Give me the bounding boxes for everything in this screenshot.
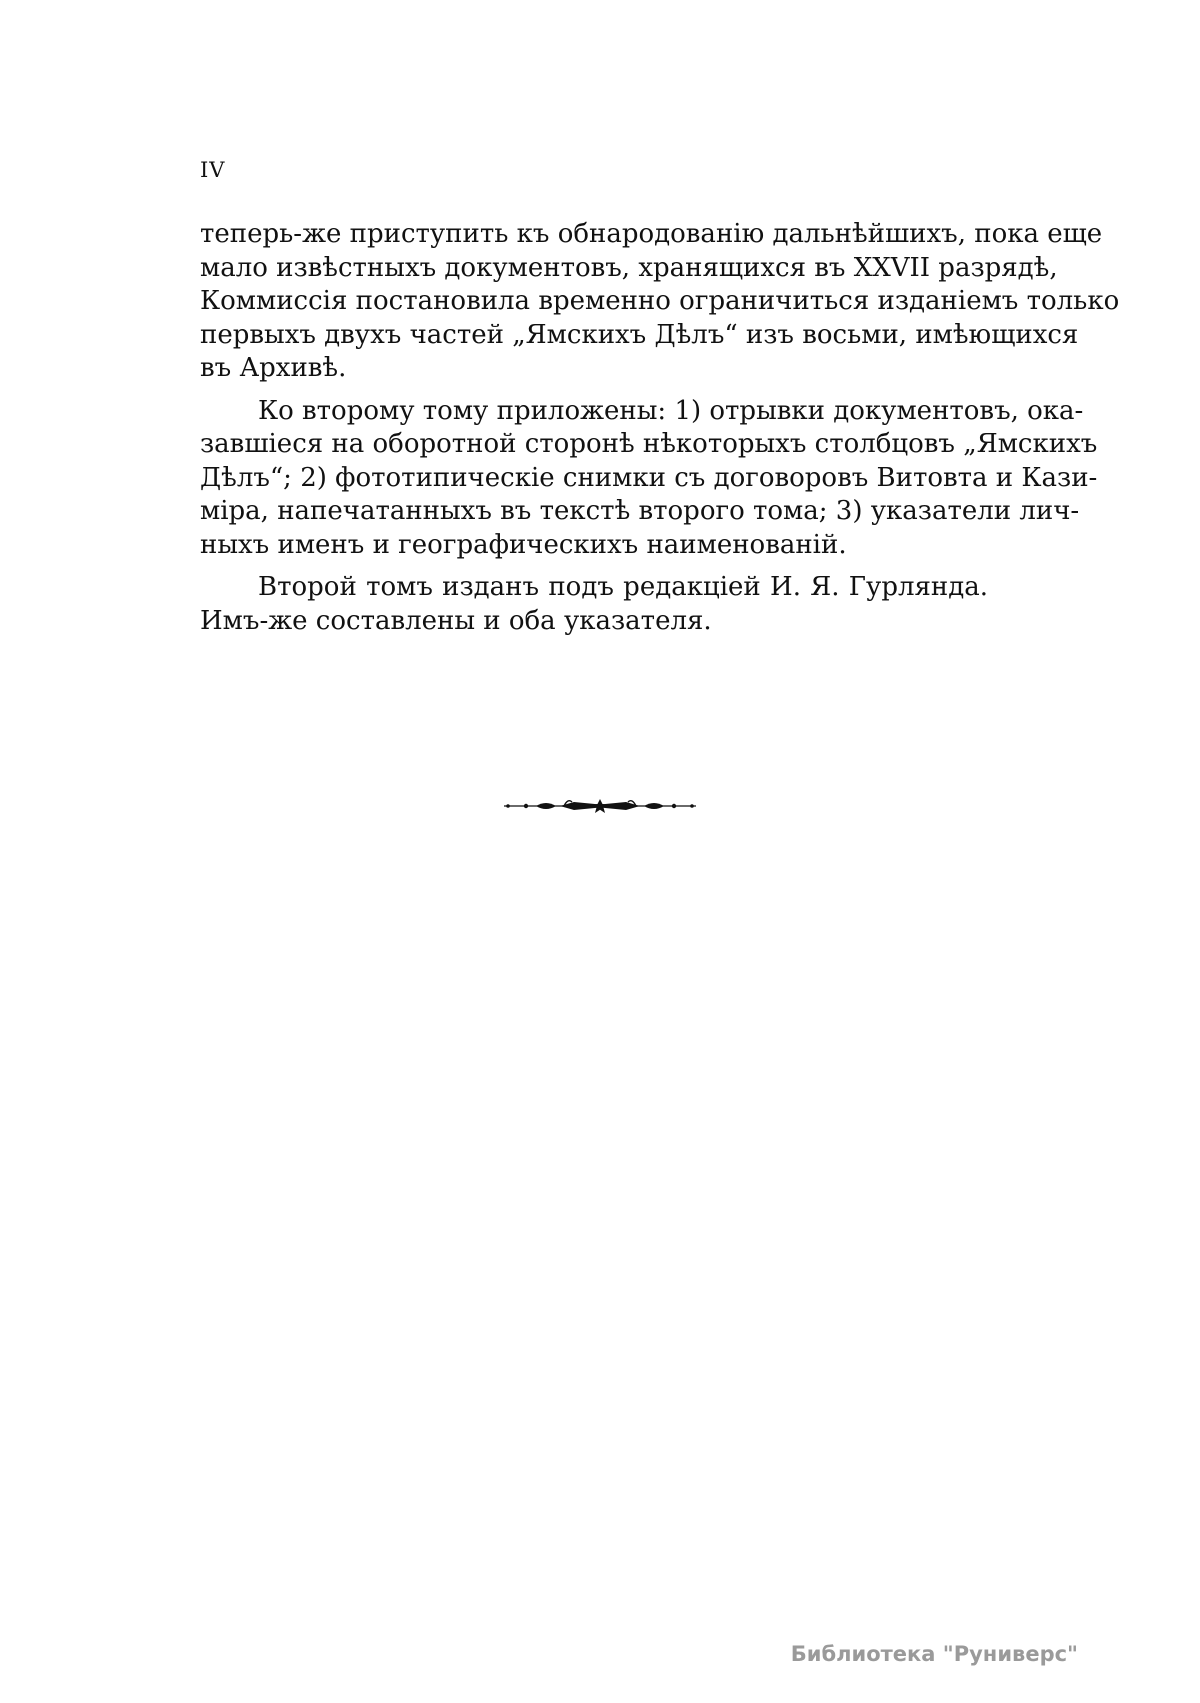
text-line: теперь-же приступить къ обнародованію дальнѣйшихъ, пока еще [200, 219, 1103, 249]
text-line: Имъ-же составлены и оба указателя. [200, 605, 712, 636]
text-line: Ко второму тому приложены: 1) отрывки документовъ, ока- [258, 395, 1084, 426]
text-line: мало извѣстныхъ документовъ, хранящихся въ XXVII разрядѣ, [200, 252, 1058, 283]
page-number: IV [200, 158, 226, 182]
text-line: Дѣлъ“; 2) фототипическіе снимки съ договоровъ Витовта и Кази- [200, 462, 1098, 493]
body-text [200, 218, 1120, 638]
decorative-rule-icon [502, 796, 698, 816]
text-line: завшіеся на оборотной сторонѣ нѣкоторыхъ столбцовъ „Ямскихъ [200, 429, 1098, 459]
text-line: ныхъ именъ и географическихъ наименованій. [200, 529, 847, 560]
text-line: Коммиссія постановила временно ограничиться изданіемъ только [200, 286, 1120, 316]
text-line: въ Архивѣ. [200, 353, 347, 383]
text-line: міра, напечатанныхъ въ текстѣ второго тома; 3) указатели лич- [200, 496, 1080, 526]
paragraph-1 [200, 218, 1120, 386]
text-line: первыхъ двухъ частей „Ямскихъ Дѣлъ“ изъ восьми, имѣющихся [200, 319, 1079, 350]
paragraph-3 [200, 571, 988, 638]
paragraph-2 [200, 395, 1098, 563]
text-line: Второй томъ изданъ подъ редакціей И. Я. Гурлянда. [258, 572, 988, 602]
library-watermark: Библиотека "Руниверс" [790, 1642, 1078, 1666]
